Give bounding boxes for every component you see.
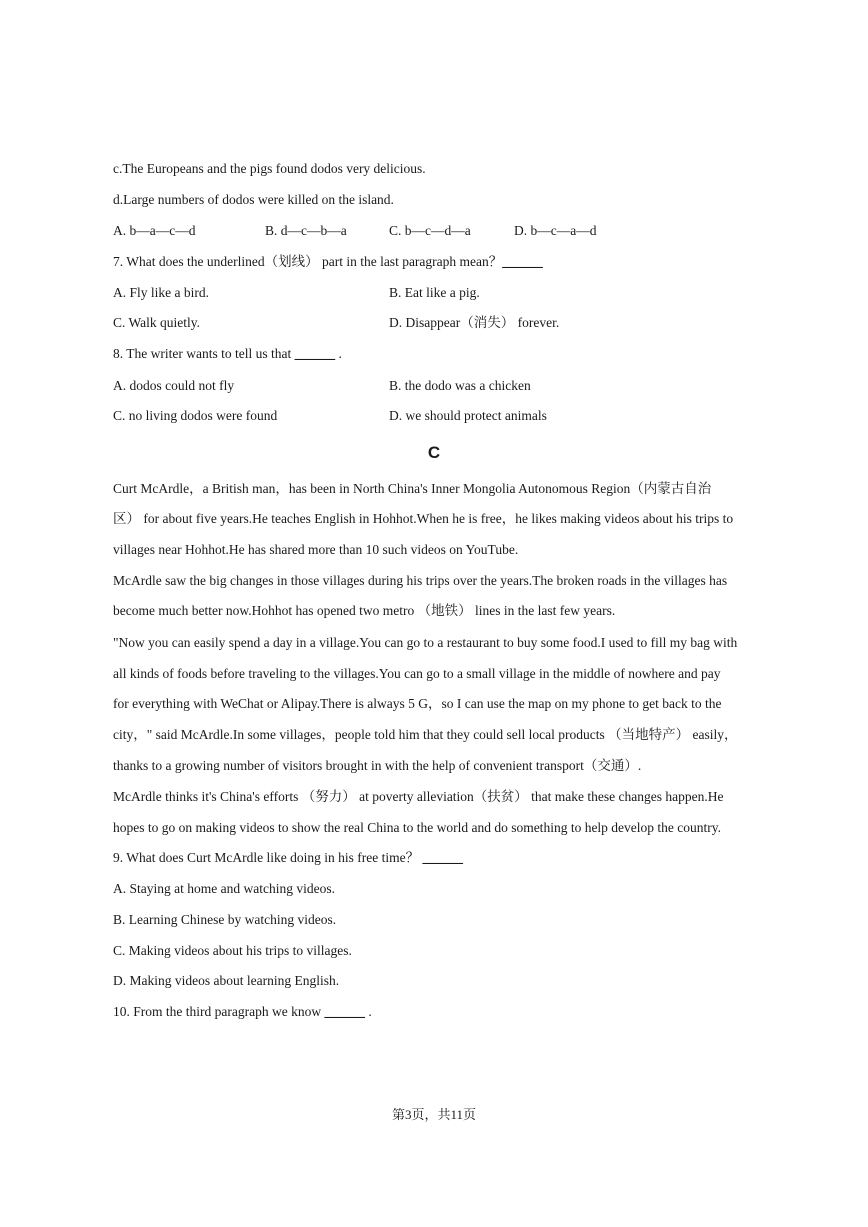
passage-line: for everything with WeChat or Alipay.There is always 5 G，so I can use the map on my phone to get back to the	[113, 696, 722, 711]
item-d: d.Large numbers of dodos were killed on the island.	[113, 192, 394, 207]
q10-stem: 10. From the third paragraph we know	[113, 1004, 322, 1019]
section-title: C	[427, 443, 441, 462]
passage-line: thanks to a growing number of visitors brought in with the help of convenient transport（交通）.	[113, 758, 642, 773]
q8-option-b: B. the dodo was a chicken	[389, 378, 531, 393]
q7-option-a: A. Fly like a bird.	[113, 285, 209, 300]
q9-option-a: A. Staying at home and watching videos.	[113, 881, 335, 896]
q10-question	[113, 1002, 372, 1022]
q9-option-c: C. Making videos about his trips to villages.	[113, 943, 352, 958]
passage-line: villages near Hohhot.He has shared more than 10 such videos on YouTube.	[113, 542, 519, 557]
passage-line: McArdle thinks it's China's efforts （努力） at poverty alleviation（扶贫） that make these changes happen.He	[113, 789, 724, 804]
q9-stem: 9. What does Curt McArdle like doing in his free time？	[113, 850, 420, 865]
passage-line: Curt McArdle，a British man，has been in North China's Inner Mongolia Autonomous Region（内蒙古自治	[113, 481, 712, 496]
q8-option-a: A. dodos could not fly	[113, 378, 235, 393]
q9-option-b: B. Learning Chinese by watching videos.	[113, 912, 337, 927]
q8-blank: ______	[294, 346, 336, 361]
passage-line: 区） for about five years.He teaches English in Hohhot.When he is free，he likes making videos about his trips to	[113, 511, 734, 526]
passage-line: city，" said McArdle.In some villages，people told him that they could sell local products （当地特产） easily，	[113, 727, 738, 742]
q8-end: .	[338, 346, 342, 361]
q7-option-b: B. Eat like a pig.	[389, 285, 480, 300]
q6-option-b: B. d—c—b—a	[265, 223, 347, 238]
q8-option-c: C. no living dodos were found	[113, 408, 278, 423]
item-c: c.The Europeans and the pigs found dodos very delicious.	[113, 161, 426, 176]
q7-question	[113, 252, 543, 272]
q8-stem: 8. The writer wants to tell us that	[113, 346, 292, 361]
q8-question	[113, 344, 342, 364]
q6-option-d: D. b—c—a—d	[514, 223, 597, 238]
q9-option-d: D. Making videos about learning English.	[113, 973, 340, 988]
q7-blank: ______	[502, 254, 543, 269]
q8-option-d: D. we should protect animals	[389, 408, 547, 423]
page-number: 第3页，共11页	[391, 1107, 477, 1122]
q7-stem: 7. What does the underlined（划线） part in the last paragraph mean？	[113, 254, 503, 269]
passage-line: "Now you can easily spend a day in a village.You can go to a restaurant to buy some food.I used to fill my bag with	[113, 635, 738, 650]
q9-question	[113, 848, 463, 868]
q7-option-d: D. Disappear（消失） forever.	[389, 315, 560, 330]
q9-blank: ______	[422, 850, 463, 865]
passage-line: become much better now.Hohhot has opened two metro （地铁） lines in the last few years.	[113, 603, 616, 618]
passage-line: McArdle saw the big changes in those villages during his trips over the years.The broken roads in the villages has	[113, 573, 728, 588]
q7-option-c: C. Walk quietly.	[113, 315, 201, 330]
q6-option-a: A. b—a—c—d	[113, 223, 196, 238]
q6-option-c: C. b—c—d—a	[389, 223, 471, 238]
passage-line: all kinds of foods before traveling to the villages.You can go to a small village in the middle of nowhere and pay	[113, 666, 721, 681]
q10-end: .	[368, 1004, 372, 1019]
passage-line: hopes to go on making videos to show the real China to the world and do something to help develop the country.	[113, 820, 722, 835]
q10-blank: ______	[324, 1004, 365, 1019]
